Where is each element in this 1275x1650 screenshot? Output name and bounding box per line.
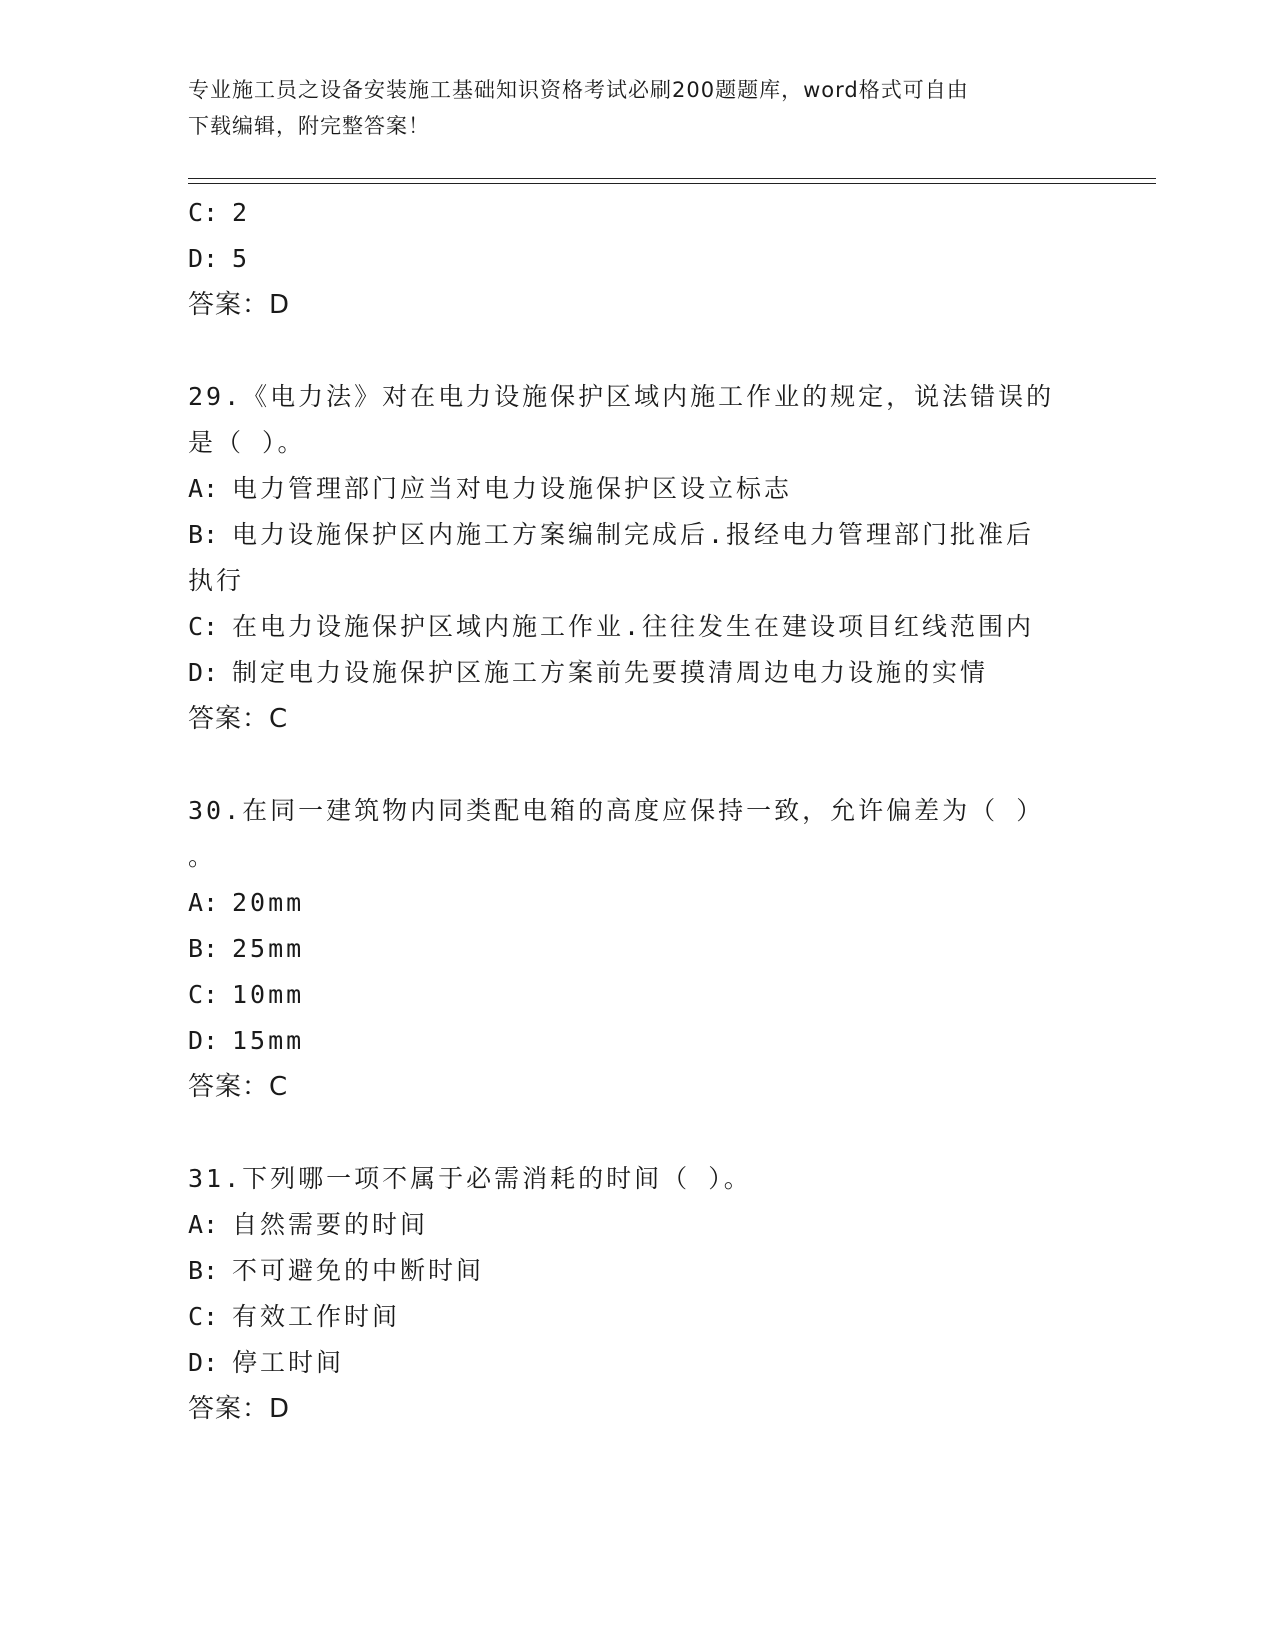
option-key: D: (188, 1348, 219, 1377)
option-key: D: (188, 658, 219, 687)
option-c (188, 190, 1088, 236)
option-b (188, 1248, 1088, 1294)
option-text: 2 (232, 198, 251, 227)
answer-line: 答案：C (188, 704, 289, 734)
spacer (188, 742, 1088, 788)
answer-line: 答案：C (188, 1072, 289, 1102)
answer-line: 答案：D (188, 1394, 291, 1424)
option-a (188, 466, 1088, 512)
option-text: 电力设施保护区内施工方案编制完成后.报经电力管理部门批准后 (232, 520, 1035, 549)
option-c (188, 972, 1088, 1018)
option-key: C: (188, 1302, 219, 1331)
option-text: 5 (232, 244, 251, 273)
question-stem: 30.在同一建筑物内同类配电箱的高度应保持一致，允许偏差为（ ） (188, 796, 1045, 825)
question-stem: 29.《电力法》对在电力设施保护区域内施工作业的规定，说法错误的 (188, 382, 1055, 411)
option-key: C: (188, 612, 219, 641)
spacer (188, 1110, 1088, 1156)
header-title-line-2: 下载编辑，附完整答案！ (188, 114, 430, 138)
option-key: A: (188, 1210, 219, 1239)
question-30 (188, 788, 1088, 1110)
option-d (188, 1018, 1088, 1064)
option-text: 10mm (232, 980, 305, 1009)
option-text: 25mm (232, 934, 305, 963)
answer-line: 答案：D (188, 290, 291, 320)
option-d (188, 236, 1088, 282)
option-b (188, 512, 1088, 558)
option-d (188, 1340, 1088, 1386)
question-list (188, 190, 1088, 1432)
option-text: 在电力设施保护区域内施工作业.往往发生在建设项目红线范围内 (232, 612, 1035, 641)
option-d (188, 650, 1088, 696)
spacer (188, 328, 1088, 374)
header-title-line-1: 专业施工员之设备安装施工基础知识资格考试必刷200题题库，word格式可自由 (188, 78, 969, 102)
option-a (188, 880, 1088, 926)
header-divider-top (188, 178, 1156, 179)
header-divider-bottom (188, 183, 1156, 184)
option-key: B: (188, 1256, 219, 1285)
document-header (188, 72, 1068, 144)
option-text: 电力管理部门应当对电力设施保护区设立标志 (232, 474, 793, 503)
option-key: D: (188, 1026, 219, 1055)
option-key: D: (188, 244, 219, 273)
option-key: C: (188, 198, 219, 227)
option-a (188, 1202, 1088, 1248)
option-key: A: (188, 474, 219, 503)
option-key: A: (188, 888, 219, 917)
option-text: 不可避免的中断时间 (232, 1256, 485, 1285)
option-key: B: (188, 520, 219, 549)
option-b (188, 926, 1088, 972)
question-stem-continued: 是（ ）。 (188, 428, 306, 457)
option-text: 停工时间 (232, 1348, 345, 1377)
question-31 (188, 1156, 1088, 1432)
question-29 (188, 374, 1088, 742)
option-text: 15mm (232, 1026, 305, 1055)
option-text: 自然需要的时间 (232, 1210, 429, 1239)
option-text: 执行 (188, 566, 245, 595)
option-key: C: (188, 980, 219, 1009)
question-stem-continued: 。 (188, 842, 217, 871)
question-stem: 31.下列哪一项不属于必需消耗的时间（ ）。 (188, 1164, 752, 1193)
option-b-continued (188, 558, 1088, 604)
option-text: 制定电力设施保护区施工方案前先要摸清周边电力设施的实情 (232, 658, 989, 687)
question-28-continued (188, 190, 1088, 328)
option-c (188, 604, 1088, 650)
option-c (188, 1294, 1088, 1340)
option-text: 有效工作时间 (232, 1302, 401, 1331)
option-text: 20mm (232, 888, 305, 917)
option-key: B: (188, 934, 219, 963)
